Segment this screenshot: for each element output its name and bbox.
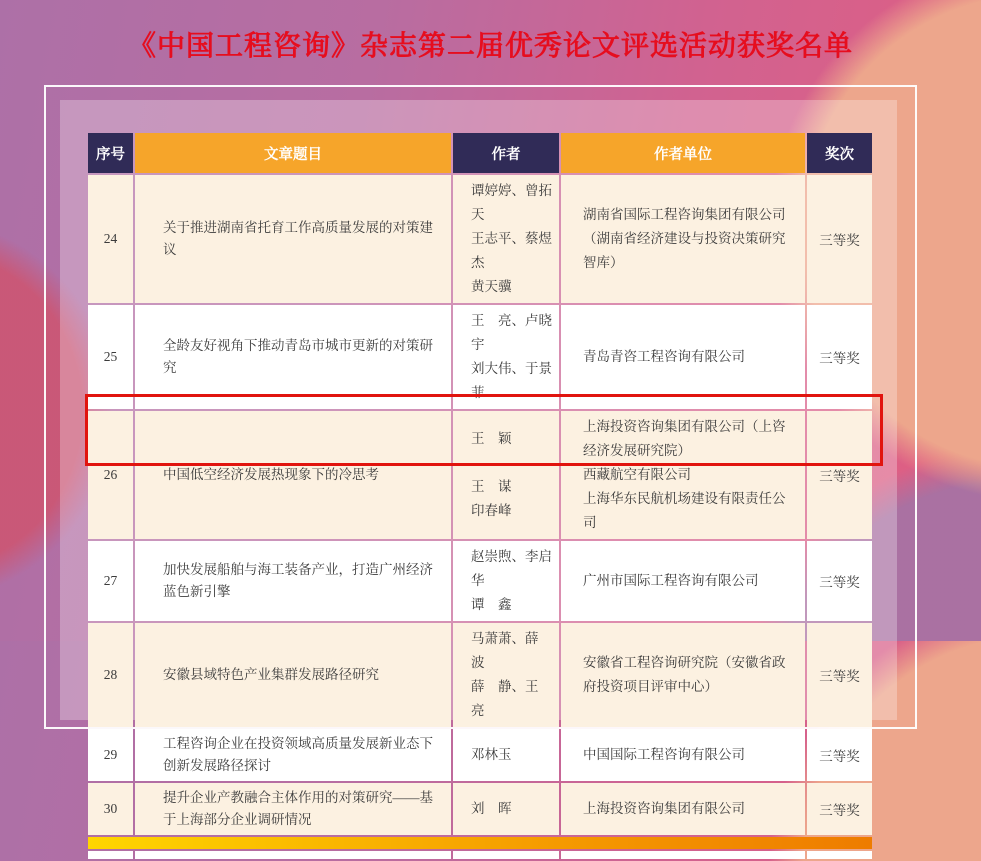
divider-bar-row (88, 837, 872, 849)
header-cell-title: 文章题目 (135, 133, 451, 173)
row-number-cell: 24 (88, 175, 133, 303)
header-cell-authors: 作者 (453, 133, 559, 173)
row-number-cell: 25 (88, 305, 133, 409)
organization-cell (561, 783, 805, 835)
table-row (88, 541, 872, 621)
author-line: 薛 静、王 亮 (471, 679, 552, 718)
authors-cell (453, 623, 559, 727)
author-line: 谭 鑫 (471, 597, 512, 612)
award-table-body (88, 175, 872, 859)
authors-cell (453, 729, 559, 781)
author-line: 邓林玉 (471, 747, 512, 762)
author-line: 王 颖 (471, 431, 512, 446)
award-table (86, 131, 874, 861)
authors-cell (453, 783, 559, 835)
authors-cell (453, 541, 559, 621)
header-cell-award: 奖次 (807, 133, 872, 173)
row-number-cell: 30 (88, 783, 133, 835)
partial-cell (88, 851, 133, 859)
row-number-cell: 28 (88, 623, 133, 727)
organization-line: 上海投资咨询集团有限公司 (583, 801, 745, 816)
article-title-cell: 安徽县域特色产业集群发展路径研究 (135, 623, 451, 727)
award-cell: 三等奖 (807, 411, 872, 539)
organization-line: 上海华东民航机场建设有限责任公司 (583, 491, 786, 530)
award-cell: 三等奖 (807, 623, 872, 727)
author-line: 印春峰 (471, 503, 512, 518)
author-line: 谭婷婷、曾拓天 (471, 183, 552, 222)
header-cell-number: 序号 (88, 133, 133, 173)
article-title-cell: 全龄友好视角下推动青岛市城市更新的对策研究 (135, 305, 451, 409)
table-row (88, 729, 872, 781)
author-line: 王志平、蔡煜杰 (471, 231, 552, 270)
award-cell: 三等奖 (807, 783, 872, 835)
organization-line: 西藏航空有限公司 (583, 467, 691, 482)
organization-cell (561, 175, 805, 303)
row-number-cell: 27 (88, 541, 133, 621)
authors-cell (453, 175, 559, 303)
table-row (88, 175, 872, 303)
partial-cell (561, 851, 805, 859)
author-line: 刘大伟、于景菲 (471, 361, 552, 400)
award-table-wrap (86, 131, 874, 861)
author-line: 王 谋 (471, 479, 512, 494)
article-title-cell: 关于推进湖南省托育工作高质量发展的对策建议 (135, 175, 451, 303)
partial-cell (807, 851, 872, 859)
table-header-row (88, 133, 872, 173)
organization-line: 中国国际工程咨询有限公司 (583, 747, 745, 762)
table-row (88, 623, 872, 727)
header-cell-organization: 作者单位 (561, 133, 805, 173)
partial-cell (453, 851, 559, 859)
row-27-highlight-box (85, 394, 883, 466)
organization-cell (561, 541, 805, 621)
author-line: 刘 晖 (471, 801, 512, 816)
gradient-divider-bar (88, 837, 872, 849)
organization-line: 安徽省工程咨询研究院（安徽省政府投资项目评审中心） (583, 655, 786, 694)
page-title: 《中国工程咨询》杂志第二届优秀论文评选活动获奖名单 (127, 30, 853, 61)
table-row (88, 783, 872, 835)
author-line: 马萧萧、薛 波 (471, 631, 552, 670)
organization-line: 青岛青咨工程咨询有限公司 (583, 349, 745, 364)
article-title-cell: 工程咨询企业在投资领域高质量发展新业态下创新发展路径探讨 (135, 729, 451, 781)
organization-cell (561, 729, 805, 781)
author-line: 王 亮、卢晓宇 (471, 313, 552, 352)
award-cell: 三等奖 (807, 729, 872, 781)
organization-line: 湖南省国际工程咨询集团有限公司（湖南省经济建设与投资决策研究智库） (583, 207, 786, 270)
table-row-partial (88, 851, 872, 859)
award-cell: 三等奖 (807, 175, 872, 303)
article-title-cell: 加快发展船舶与海工装备产业，打造广州经济蓝色新引擎 (135, 541, 451, 621)
award-cell: 三等奖 (807, 305, 872, 409)
author-line: 黄天骥 (471, 279, 512, 294)
author-line: 赵崇煦、李启华 (471, 549, 552, 588)
partial-cell (135, 851, 451, 859)
organization-line: 广州市国际工程咨询有限公司 (583, 573, 759, 588)
row-number-cell: 26 (88, 411, 133, 539)
article-title-cell: 提升企业产教融合主体作用的对策研究——基于上海部分企业调研情况 (135, 783, 451, 835)
article-title-cell: 中国低空经济发展热现象下的冷思考 (135, 411, 451, 539)
organization-cell (561, 623, 805, 727)
row-number-cell: 29 (88, 729, 133, 781)
award-cell: 三等奖 (807, 541, 872, 621)
organization-line: 上海投资咨询集团有限公司（上咨经济发展研究院） (583, 419, 786, 458)
